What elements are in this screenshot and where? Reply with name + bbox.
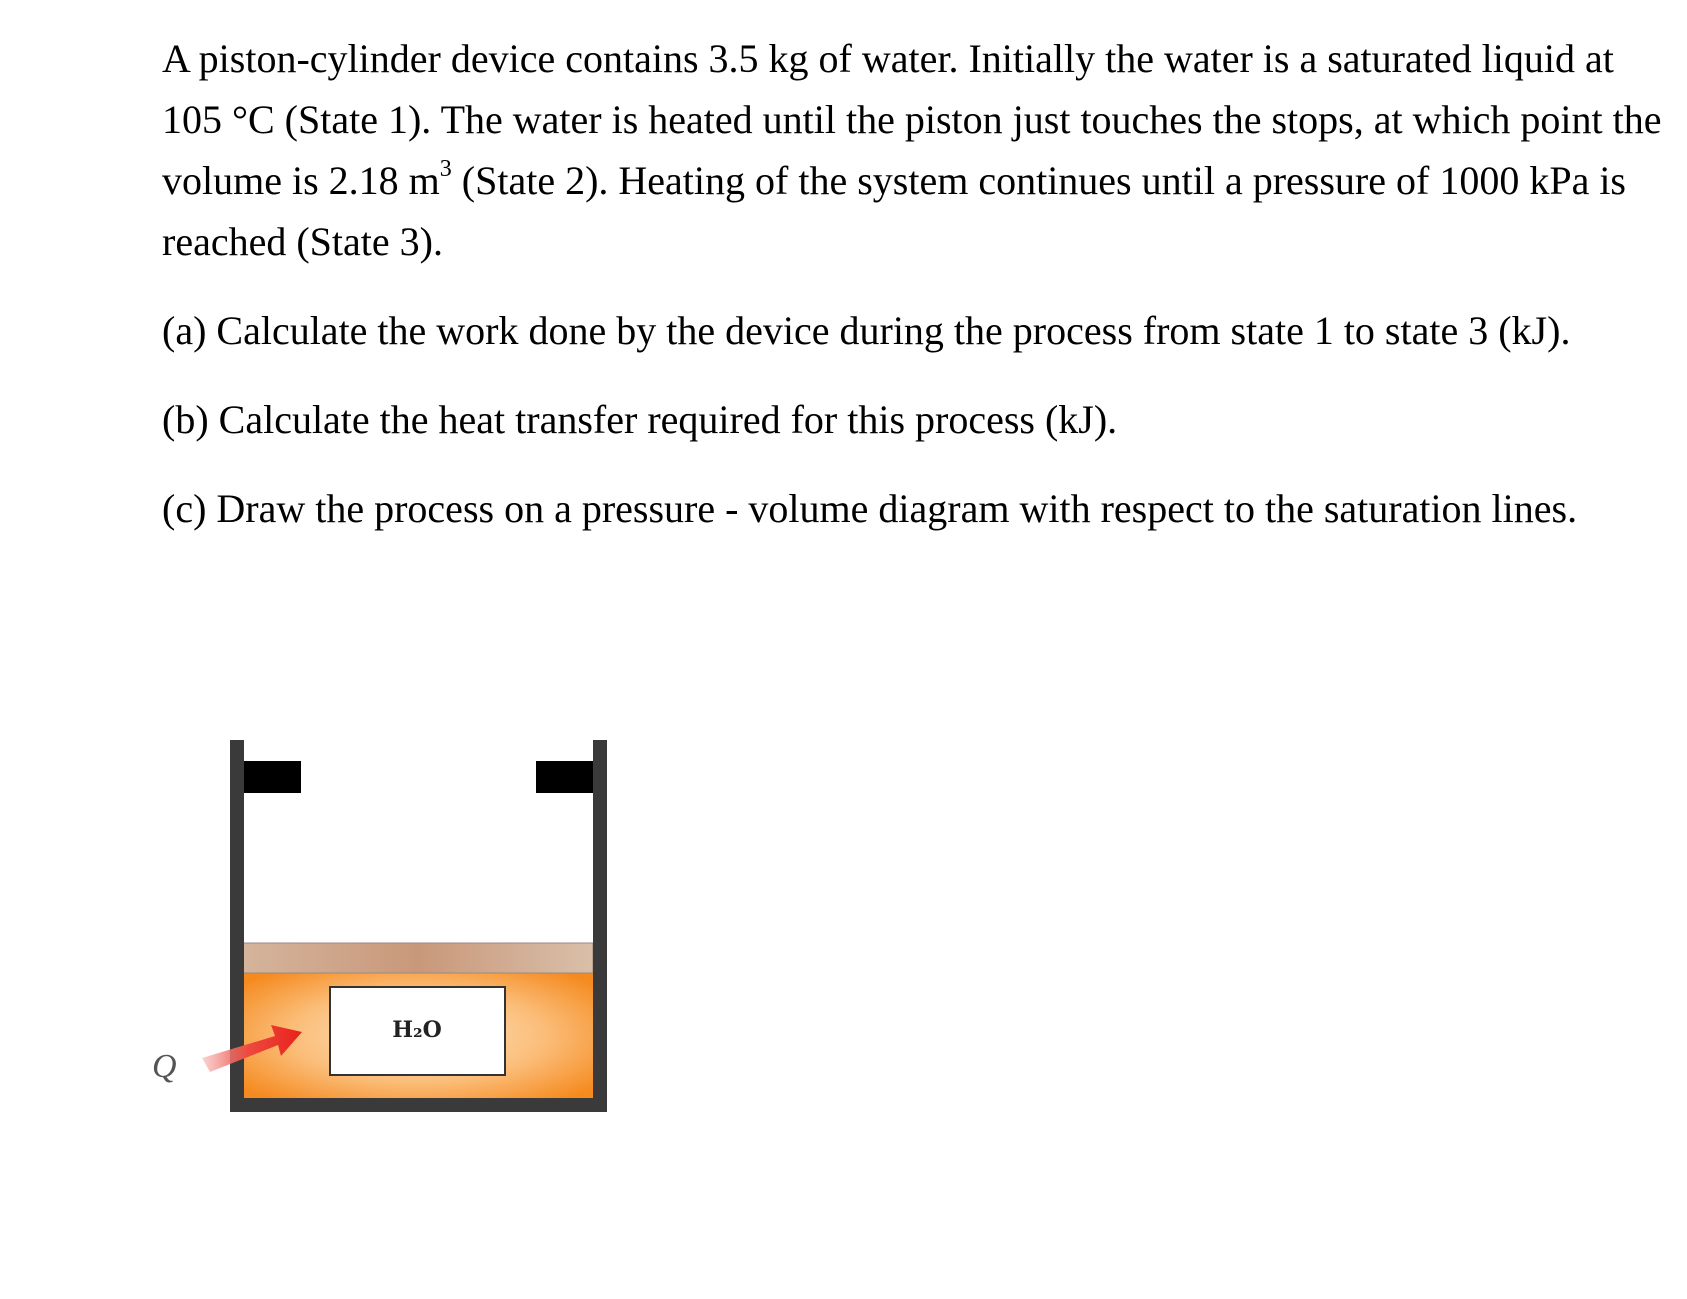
piston-cylinder-figure <box>150 740 670 1200</box>
right-stop <box>536 761 593 793</box>
question-b: (b) Calculate the heat transfer required for this process (kJ). <box>162 397 1118 442</box>
question-c: (c) Draw the process on a pressure - volume diagram with respect to the saturation lines. <box>162 486 1578 531</box>
cylinder-bottom <box>230 1098 607 1112</box>
heat-label: Q <box>152 1048 177 1085</box>
intro-text-2: (State 2). Heating of the system continues until a pressure of 1000 kPa is reached (State 3). <box>162 158 1626 264</box>
cylinder-right-wall <box>593 740 607 1112</box>
piston <box>243 943 593 973</box>
left-stop <box>244 761 301 793</box>
problem-intro <box>162 28 1682 272</box>
question-a: (a) Calculate the work done by the device during the process from state 1 to state 3 (kJ). <box>162 308 1571 353</box>
cubic-superscript: 3 <box>439 155 452 182</box>
intro-text-1: A piston-cylinder device contains 3.5 kg of water. Initially the water is a saturated liquid at 105 °C (State 1). The water is heated until the piston just touches the stops, at which point the volume is 2.18 m <box>162 36 1662 203</box>
substance-label: H₂O <box>392 1017 442 1043</box>
piston-cylinder-svg <box>150 740 670 1200</box>
problem-text <box>162 28 1682 539</box>
